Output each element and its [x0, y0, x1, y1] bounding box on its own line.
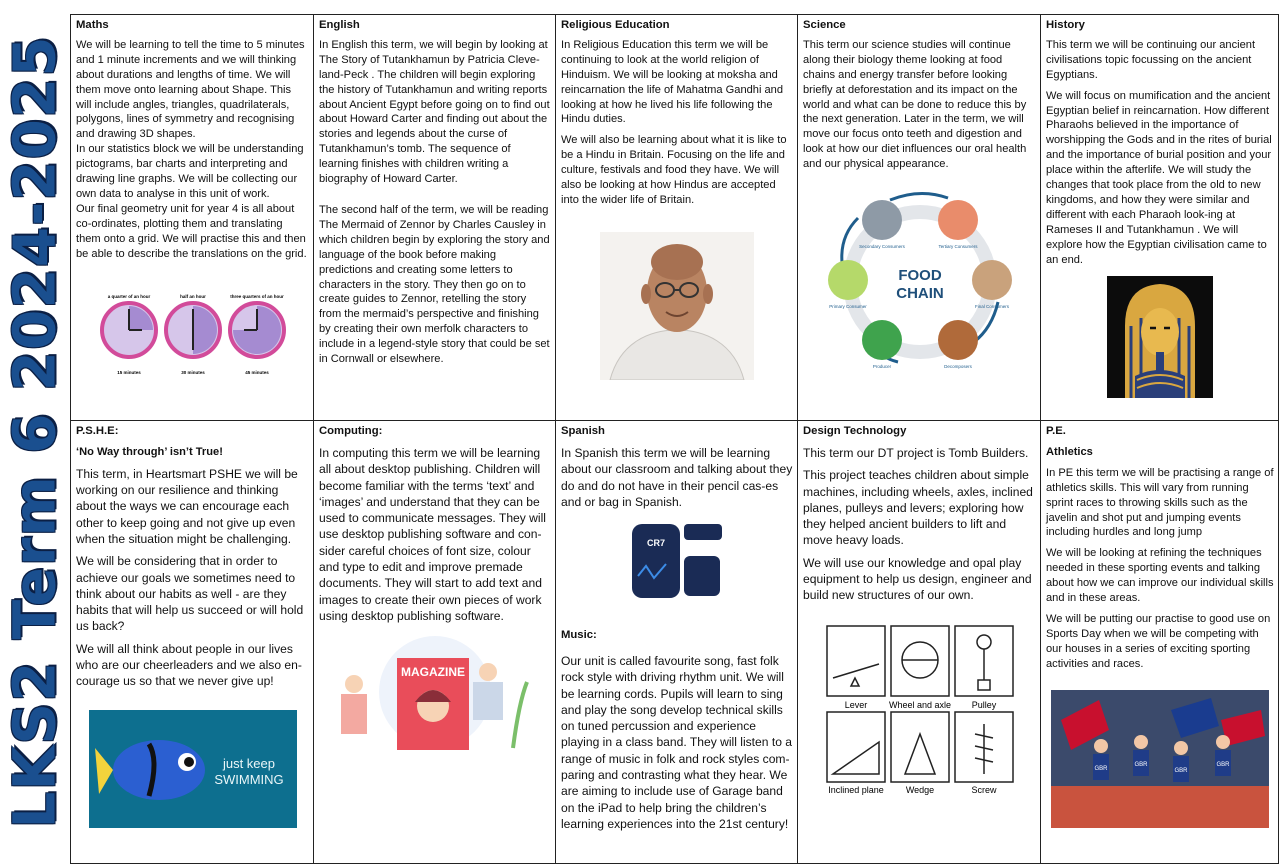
- computing-heading: Computing:: [319, 425, 383, 437]
- magazine-cover-title: MAGAZINE: [401, 665, 465, 680]
- machine-label: Wheel and axle: [888, 699, 951, 710]
- clock-top-label: three quarters of an hour: [229, 293, 284, 299]
- pshe-subheading: ‘No Way through’ isn’t True!: [76, 445, 223, 458]
- page-title: LKS2 Term 6 2024-2025: [1, 34, 69, 829]
- science-heading: Science: [803, 19, 846, 31]
- dt-paragraph: We will use our knowledge and opal play equipment to help us design, engineer and build new structures of our own.: [803, 555, 1032, 603]
- maths-cell: [71, 15, 314, 421]
- dory-caption: SWIMMING: [213, 771, 284, 787]
- food-chain-title: CHAIN: [895, 285, 944, 303]
- maths-paragraph: In our statistics block we will be understanding pictograms, bar charts and interpreting and drawing line graphs. We will be collecting our own data to analyse in this unit of work.: [76, 143, 304, 200]
- school-bag-image: [626, 516, 728, 602]
- spanish-cell: [556, 421, 798, 864]
- food-chain-node-label: Producer: [872, 364, 891, 370]
- machine-label: Screw: [970, 784, 997, 795]
- maths-paragraph: Our final geometry unit for year 4 is all about co-ordinates, plotting them and translating them onto a grid. We will practise this and then be able to describe the translations on the grid.: [76, 202, 307, 260]
- clock-bottom-label: 15 minutes: [116, 369, 141, 375]
- pe-paragraph: We will be looking at refining the techniques needed in these sporting events and talking about how we can improve our individual skills and in these areas.: [1046, 547, 1274, 605]
- food-chain-node-label: Tertiary Consumers: [937, 244, 978, 250]
- english-cell: [314, 15, 556, 421]
- music-heading: Music:: [561, 629, 597, 642]
- history-paragraph: We will focus on mumification and the ancient Egyptian belief in reincarnation. How different Pharaohs believed in the importance of worshipping the Gods and in the rites of burial and the importance of burial position and your place within the afterlife. We will study the changes that took place from the old to new kingdoms, and how they were similar and different with each Pharaoh look-ing at Rameses II and Tutankhamun . We will explore how the Egyptian civilisation came to an end.: [1046, 89, 1272, 266]
- pe-cell: [1041, 421, 1279, 864]
- dory-caption: just keep: [222, 755, 275, 771]
- pshe-paragraph: We will be considering that in order to achieve our goals we sometimes need to think about our habits as well - are they habits that will help us succeed or will hold us back?: [76, 554, 304, 634]
- history-heading: History: [1046, 19, 1085, 31]
- clock-top-label: a quarter of an hour: [107, 293, 150, 299]
- history-paragraph: This term we will be continuing our ancient civilisations topic focussing on the ancient Egyptians.: [1046, 38, 1256, 81]
- tutankhamun-mask-image: [1107, 276, 1213, 398]
- re-paragraph: In Religious Education this term we will be continuing to look at the world religion of Hinduism. We will be looking at moksha and reincarnation the life of Mahatma Gandhi and looking at how he lived his life following the Hindu duties.: [561, 38, 784, 126]
- science-paragraph: This term our science studies will continue along their biology theme looking at food chains and energy transfer before looking briefly at deforestation and its impact on the world and what can be done to reduce this by the next generation. Later in the term, we will move our focus onto teeth and digestion and look at how our diet influences our oral health and our physical appearance.: [803, 38, 1027, 171]
- maths-text: [76, 38, 309, 262]
- food-chain-node-label: Decomposers: [943, 364, 972, 370]
- design-technology-heading: Design Technology: [803, 425, 907, 437]
- food-chain-node: [938, 320, 978, 360]
- food-chain-node: [972, 260, 1012, 300]
- machine-label: Pulley: [971, 699, 996, 710]
- clock-bottom-label: 45 minutes: [244, 369, 269, 375]
- food-chain-node: [862, 200, 902, 240]
- computing-paragraph: In computing this term we will be learning all about desktop publishing. Children will become familiar with the terms ‘text’ and ‘images’ and understand that they can be used to communicate messages. They will use desktop publishing software and con-sider careful choices of font size, colour and type to edit and improve premade documents. They will start to add text and images to create their own pieces of work using desktop publishing software.: [319, 445, 546, 623]
- dt-paragraph: This term our DT project is Tomb Builders.: [803, 445, 1029, 460]
- pshe-cell: [71, 421, 314, 864]
- clock-quarter: [102, 294, 156, 375]
- bag-logo: CR7: [646, 538, 666, 549]
- pe-heading: P.E.: [1046, 425, 1066, 437]
- pe-subheading: Athletics: [1046, 445, 1093, 458]
- food-chain-title: FOOD: [897, 267, 942, 285]
- pe-paragraph: We will be putting our practise to good use on Sports Day when we will be competing with our houses in a series of exciting sporting activities and races.: [1046, 612, 1271, 670]
- clocks-image: [98, 290, 288, 386]
- clock-top-label: half an hour: [179, 293, 206, 299]
- music-paragraph: Our unit is called favourite song, fast folk rock style with driving rhythm unit. We will be learning cords. Pupils will learn to sing and play the song develop technical skills on tuned percussion and experience playing in a class band. They will listen to a range of music in folk and rock styles com-paring and contrasting what they hear. We are aiming to include use of Garage band on the iPad to help bring the children’s learning experiences into the 21st century!: [561, 654, 793, 831]
- science-cell: [798, 15, 1041, 421]
- bib-label: GBR: [1174, 767, 1188, 774]
- machine-label: Lever: [844, 699, 867, 710]
- maths-paragraph: We will be learning to tell the time to 5 minutes and 1 minute increments and we will thinking about durations and lengths of time. We will them move onto learning about Shape. This will include angles, triangles, quadrilaterals, polygons, lines of symmetry and recognising and drawing 3D shapes.: [76, 38, 305, 141]
- bib-label: GBR: [1216, 761, 1230, 768]
- magazine-image: [323, 632, 547, 752]
- spanish-heading: Spanish: [561, 425, 605, 437]
- dt-paragraph: This project teaches children about simple machines, including wheels, axles, inclined planes, pulleys and levers; exploring how they helped ancient builders to lift and move heavy loads.: [803, 468, 1033, 548]
- gandhi-portrait-image: [600, 232, 754, 380]
- pshe-heading: P.S.H.E:: [76, 425, 119, 437]
- clock-bottom-label: 30 minutes: [180, 369, 205, 375]
- english-paragraph: The second half of the term, we will be reading The Mermaid of Zennor by Charles Causley in which children begin by exploring the story and language of the book before making predictions and creating some letters to characters in the story. They then go on to create guides to Zennor, retelling the story from the mermaid’s perspective and finishing by creating their own merfolk characters to include in a legend-style story that could be set in Cornwall or elsewhere.: [319, 203, 550, 366]
- clock-half: [166, 294, 220, 375]
- food-chain-node-label: Primary Consumer: [828, 304, 867, 310]
- english-heading: English: [319, 19, 360, 31]
- food-chain-node-label: Final Consumers: [974, 304, 1009, 310]
- pe-paragraph: In PE this term we will be practising a range of athletics skills. This will vary from running sprint races to throwing skills such as the javelin and shot put and jumping events including hurdles and long jump: [1046, 466, 1274, 539]
- clock-three-quarters: [230, 294, 284, 375]
- machine-label: Inclined plane: [827, 784, 884, 795]
- food-chain-image: [820, 182, 1020, 382]
- simple-machines-image: [825, 624, 1015, 796]
- dory-image: [89, 710, 297, 828]
- food-chain-node: [862, 320, 902, 360]
- re-paragraph: We will also be learning about what it is like to be a Hindu in Britain. Focusing on the life and culture, festivals and food they have. We will also be looking at how Hindus are accepted into the wider life of Britain.: [561, 134, 787, 206]
- food-chain-node: [938, 200, 978, 240]
- food-chain-node-label: Secondary Consumers: [858, 244, 905, 250]
- page-title-banner: [0, 0, 70, 863]
- bib-label: GBR: [1134, 761, 1148, 768]
- computing-cell: [314, 421, 556, 864]
- food-chain-node: [828, 260, 868, 300]
- english-paragraph: In English this term, we will begin by looking at The Story of Tutankhamun by Patricia Cleve-land-Peck . The children will begin exploring the history of Tutankhamun and writing reports about Ancient Egypt before going on to find out about Howard Carter and finding out about the stories and legends about the curse of Tutankhamun’s tomb. The sequence of learning finishes with children writing a biography of Howard Carter.: [319, 38, 550, 186]
- bib-label: GBR: [1094, 765, 1108, 772]
- machine-label: Wedge: [905, 784, 934, 795]
- pshe-paragraph: We will all think about people in our lives who are our cheerleaders and we also en-courage us so that we never give up!: [76, 641, 302, 689]
- spanish-paragraph: In Spanish this term we will be learning about our classroom and talking about they do and do not have in their pencil cas-es and or bag in Spanish.: [561, 445, 793, 509]
- pshe-paragraph: This term, in Heartsmart PSHE we will be working on our resilience and thinking about the ways we can encourage each other to keep going and not give up even when the situation might be challenging.: [76, 466, 298, 546]
- history-cell: [1041, 15, 1279, 421]
- design-technology-cell: [798, 421, 1041, 864]
- maths-heading: Maths: [76, 19, 109, 31]
- athletes-celebrating-image: [1051, 690, 1269, 828]
- religious-education-cell: [556, 15, 798, 421]
- curriculum-grid: [70, 14, 1279, 864]
- religious-education-heading: Religious Education: [561, 19, 670, 31]
